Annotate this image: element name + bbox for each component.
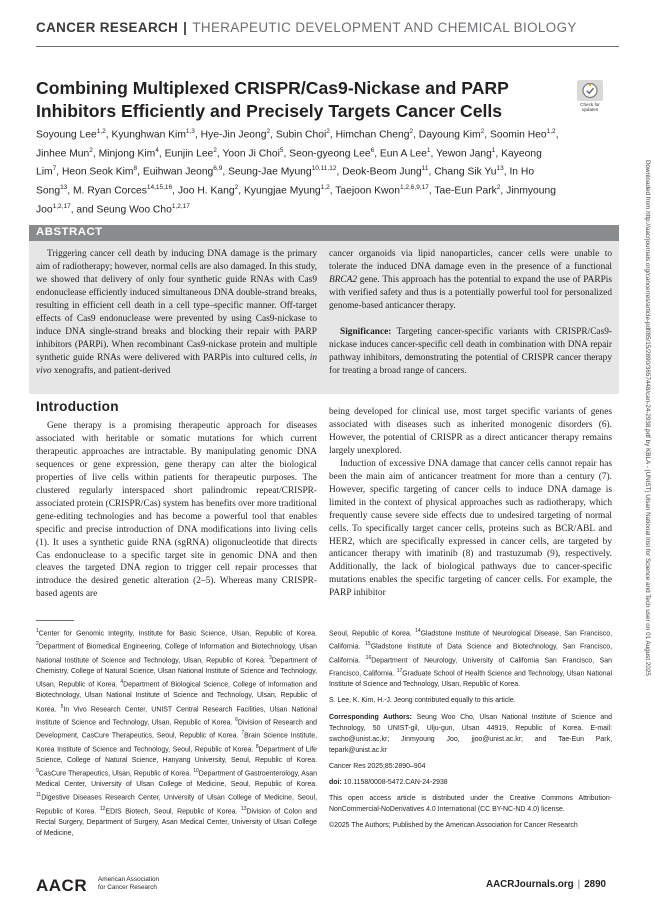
affiliation-number: 2: [36, 641, 39, 648]
footnote-rule: [36, 620, 74, 621]
author-separator: ,: [484, 129, 490, 141]
author-separator: ,: [413, 129, 419, 141]
author-separator: ,: [555, 129, 559, 141]
author-name: Yoon Ji Choi: [222, 148, 280, 160]
author-affiliation: 2: [213, 146, 217, 154]
footer-separator: |: [577, 879, 581, 890]
affiliations-left: [36, 626, 317, 839]
download-note-text: Downloaded from http://aacrjournals.org/cancerres/article-pdf/85/15/2890/3657448/can-24-2938.pdf by KBLA - (UNIST) Ulsan National Inst for Science and Tech user on 01 August 2025: [644, 160, 651, 676]
license-note: This open access article is distributed under the Creative Commons Attribution-NonCommercial-NoDerivatives 4.0 International (CC BY-NC-ND 4.0) license.: [329, 794, 612, 813]
author-affiliation: 1,3: [185, 128, 195, 135]
author-name: Dayoung Kim: [418, 129, 481, 141]
download-note: [641, 160, 651, 890]
author-name: Jinhee Mun: [36, 148, 90, 160]
author-name: Taejoon Kwon: [335, 185, 400, 197]
author-name: Seung-Jae Myung: [228, 166, 312, 178]
page-footer: [480, 879, 606, 890]
author-name: M. Ryan Corces: [73, 185, 147, 197]
affiliation-text: Department of Life Science, College of Natural Science, Hanyang University, Seoul, Republic of Korea.: [36, 745, 317, 764]
section-name: THERAPEUTIC DEVELOPMENT AND CHEMICAL BIOLOGY: [192, 20, 577, 35]
affiliation-text: CasCure Therapeutics, Ulsan, Republic of Korea.: [38, 770, 194, 778]
significance-text: Targeting cancer-specific variants with CRISPR/Cas9-nickase induces cancer-specific cell death in combination with DNA repair pathway inhibitors, demonstrating the potential of CRISPR cancer therapy for treating a broad range of cancers.: [329, 326, 612, 376]
abstract-right-column: [329, 248, 612, 378]
author-affiliation: 2: [326, 128, 330, 135]
affiliation-text: Department of Biomedical Engineering, College of Information and Biotechnology, Ulsan National Institute of Science and Technology, Ulsan, Republic of Korea.: [36, 643, 317, 665]
abstract-text: cancer organoids via lipid nanoparticles, cancer cells were unable to tolerate the induced DNA damage even in the presence of a functional: [329, 249, 612, 272]
author-separator: ,: [336, 166, 343, 178]
affiliation-text: Division of Research and Development, CasCure Therapeutics, Seoul, Republic of Korea.: [36, 719, 318, 740]
citation: Cancer Res 2025;85:2890–904: [329, 762, 426, 770]
author-name: Joo H. Kang: [177, 185, 235, 197]
introduction-right-column: [329, 406, 612, 600]
author-affiliation: 1,2: [320, 183, 330, 191]
author-affiliation: 2: [480, 128, 485, 135]
author-affiliation: 1,2: [546, 128, 556, 135]
author-name: Heon Seok Kim: [61, 166, 134, 178]
author-separator: ,: [56, 166, 62, 178]
abstract-text-end: xenografts, and patient-derived: [51, 365, 171, 376]
abstract-text: Triggering cancer cell death by inducing DNA damage is the primary aim of radiotherapy; however, normal cells are also damaged. In this study, we showed that delivery of only four synthetic guide RNAs with Cas9 endonuclease efficiently induced simultaneous DNA double-strand breaks, resulting in efficient cell death in a cell type–specific manner. Off-target effects of Cas9 endonuclease were prevented by using Cas9-nickase to induce DNA single-strand breaks and blocking their repair with PARP inhibitors (PARPi). When recombinant Cas9-nickase protein and multiple synthetic guide RNAs were delivered with PARPis into cultured cells,: [36, 249, 317, 363]
author-name: Jinmyoung Joo: [36, 185, 556, 215]
author-name: Chang Sik Yu: [434, 166, 497, 178]
affiliation-number: 16: [365, 654, 372, 661]
author-separator: ,: [67, 185, 74, 197]
gene-name: BRCA2: [329, 274, 358, 285]
author-separator: ,: [428, 166, 435, 178]
abstract-header-bar: [29, 225, 619, 241]
header-separator: |: [183, 20, 188, 35]
author-name: Subin Choi: [275, 129, 327, 141]
author-name: Seon-gyeong Lee: [289, 148, 371, 160]
author-affiliation: 13: [496, 165, 504, 173]
author-name: Yewon Jang: [436, 148, 492, 160]
author-separator: , and: [70, 203, 97, 215]
affiliation-text: Seoul, Republic of Korea.: [329, 630, 416, 638]
aacr-association-name: [98, 876, 159, 891]
check-for-updates-badge[interactable]: [574, 80, 606, 114]
author-name: Minjong Kim: [98, 148, 156, 160]
affiliation-number: 17: [396, 668, 403, 675]
header-rule: [36, 46, 619, 47]
author-separator: ,: [329, 185, 336, 197]
affiliation-text: Department of Neurology, University of California San Francisco, San Francisco, California.: [329, 657, 612, 678]
author-affiliation: 14,15,16: [146, 183, 173, 191]
author-name: Seung Woo Cho: [96, 203, 172, 215]
author-affiliation: 13: [60, 183, 68, 191]
affiliation-number: 3: [268, 654, 272, 661]
author-affiliation: 1,2,17: [171, 202, 190, 210]
affiliation-number: 6: [235, 716, 238, 723]
author-affiliation: 5: [279, 146, 284, 154]
author-list: [36, 124, 566, 217]
author-name: Hye-Jin Jeong: [200, 129, 267, 141]
article-title: Combining Multiplexed CRISPR/Cas9-Nickase and PARP Inhibitors Efficiently and Precisely Targets Cancer Cells: [36, 78, 509, 121]
author-affiliation: 8: [133, 165, 138, 173]
author-separator: ,: [374, 148, 380, 160]
author-name: Kyunghwan Kim: [111, 129, 186, 141]
affiliation-text: Center for Genomic Integrity, Institute for Basic Science, Ulsan, Republic of Korea.: [38, 630, 317, 638]
author-name: Tae-Eun Park: [434, 185, 497, 197]
affiliations-text-cont: [329, 626, 612, 690]
author-separator: ,: [428, 185, 435, 197]
copyright-note: ©2025 The Authors; Published by the American Association for Cancer Research: [329, 821, 578, 829]
author-name: In Ho Song: [36, 166, 535, 197]
check-for-updates-icon: [574, 80, 606, 102]
author-name: Kayeong Lim: [36, 148, 542, 178]
affiliations-text: [36, 626, 317, 839]
affiliation-text: Department of Gastroenterology, Asan Medical Center, University of Ulsan College of Medicine, Seoul, Republic of Korea.: [36, 770, 318, 789]
author-separator: ,: [105, 129, 112, 141]
author-affiliation: 4: [155, 146, 159, 154]
author-affiliation: 10,11,12: [311, 165, 337, 173]
badge-line-2: updates: [581, 107, 599, 112]
doi-label: doi:: [329, 778, 342, 786]
journal-url[interactable]: AACRJournals.org: [486, 879, 574, 890]
affiliation-number: 14: [415, 628, 421, 634]
author-name: Eun A Lee: [379, 148, 427, 160]
journal-header: [36, 20, 596, 35]
author-separator: ,: [222, 166, 229, 178]
affiliation-number: 15: [365, 641, 371, 648]
abstract-text: gene. This approach has the potential to expand the use of PARPis with verified safety and thus is a potentially powerful tool for personalized genome-based anticancer therapy.: [329, 274, 612, 311]
author-name: Kyungjae Myung: [243, 185, 321, 197]
introduction-heading: Introduction: [36, 399, 119, 414]
affiliation-text: Department of Biological Science, College of Information and Biotechnology, Ulsan National Institute of Science and Technology, Ulsan, Republic of Korea.: [36, 681, 317, 713]
affiliation-text: Digestive Diseases Research Center, University of Ulsan College of Medicine, Seoul, Republic of Korea.: [36, 794, 317, 816]
affiliation-text: Division of Colon and Rectal Surgery, Department of Surgery, Asan Medical Center, University of Ulsan College of Medicine,: [36, 808, 317, 838]
author-separator: ,: [430, 148, 437, 160]
author-name: Soyoung Lee: [36, 129, 97, 141]
abstract-left-column: [36, 248, 317, 378]
page-number: 2890: [584, 879, 606, 890]
author-separator: ,: [329, 129, 336, 141]
author-affiliation: 2: [234, 183, 239, 191]
association-line-2: for Cancer Research: [98, 883, 157, 891]
affiliation-number: 10: [193, 768, 199, 775]
author-affiliation: 2: [89, 146, 93, 154]
author-name: Eunjin Lee: [164, 148, 214, 160]
author-affiliation: 7: [52, 165, 57, 173]
abstract-paragraph: [36, 248, 317, 378]
affiliation-number: 8: [255, 743, 259, 750]
intro-paragraph-cont: being developed for clinical use, most target specific variants of genes associated with diseases such as inherited monogenic disorders (6). However, the potential of CRISPR as a direct anticancer therapy remains largely unexplored.: [329, 407, 612, 456]
author-separator: ,: [216, 148, 223, 160]
affiliation-number: 4: [120, 679, 124, 686]
association-line-1: American Association: [98, 876, 160, 883]
author-name: Euihwan Jeong: [142, 166, 214, 178]
author-affiliation: 1: [426, 146, 431, 154]
affiliation-text: Gladstone Institute of Data Science and Biotechnology, San Francisco, California.: [329, 643, 612, 665]
abstract-italic: in vivo: [36, 352, 317, 376]
author-affiliation: 1,2,17: [52, 202, 71, 210]
abstract-label: ABSTRACT: [36, 226, 103, 238]
author-name: Deok-Beom Jung: [342, 166, 422, 178]
author-affiliation: 1: [491, 146, 496, 154]
author-separator: ,: [495, 148, 502, 160]
significance-statement: [329, 326, 612, 378]
footnotes-right: [329, 626, 612, 831]
affiliation-number: 9: [36, 768, 39, 775]
author-separator: ,: [158, 148, 165, 160]
affiliation-number: 12: [99, 805, 106, 812]
author-affiliation: 11: [421, 165, 429, 173]
corresponding-label: Corresponding Authors:: [329, 713, 412, 721]
affiliation-number: 5: [60, 703, 64, 710]
author-separator: ,: [172, 185, 178, 197]
badge-text: [574, 102, 606, 112]
author-name: Himchan Cheng: [335, 129, 410, 141]
author-affiliation: 2: [266, 128, 271, 135]
author-affiliation: 2: [496, 183, 501, 191]
author-separator: ,: [270, 129, 276, 141]
intro-paragraph: Induction of excessive DNA damage that cancer cells cannot repair has been the main aim of anticancer treatment for more than a century (7). However, specific targeting of cancer cells to induce DNA damage is limited in the context of physical approaches such as radiotherapy, which frequently cause severe side effects due to undesired targeting of normal cells. To specifically target cancer cells, proteins such as BCR/ABL and HER2, which are specifically expressed in cancer cells, are targeted by anticancer therapy with imatinib (8) and trastuzumab (9), respectively. Additionally, the lack of biological pathways due to cancer-specific mutations enables the specific targeting of cancer cells. For example, the PARP inhibitor: [329, 458, 612, 599]
affiliation-number: 13: [240, 805, 247, 812]
author-affiliation: 2: [409, 128, 414, 135]
affiliation-text: Graduate School of Health Science and Technology, Ulsan National Institute of Science and Technology, Ulsan, Republic of Korea.: [329, 670, 612, 689]
introduction-left-column: [36, 420, 317, 601]
intro-paragraph: Gene therapy is a promising therapeutic approach for diseases associated with heritable or somatic mutations for which current therapeutic approaches are intractable. By manipulating genomic DNA sequences or gene expression, gene therapy can alter the biological properties of live cells within patients for therapeutic purposes. The clustered regularly interspaced short palindromic repeat/CRISPR-associated protein (CRISPR/Cas) system has benefits over more traditional gene-editing technologies and has become a powerful tool that enables specific and precise introduction of DNA modifications into living cells (1). It uses a synthetic guide RNA (sgRNA) oligonucleotide that directs Cas endonuclease to a specific target site in genomic DNA and then cleaves the targeted DNA region to trigger cell repair processes that introduce the desired genetic alteration (2–5). Whereas many CRISPR-based agents are: [36, 421, 317, 600]
affiliation-number: 7: [241, 730, 245, 737]
author-separator: ,: [503, 166, 510, 178]
affiliation-text: Department of Chemistry, College of Natural Science, Ulsan National Institute of Science and Technology, Ulsan, Republic of Korea.: [36, 657, 317, 689]
author-separator: ,: [283, 148, 290, 160]
doi[interactable]: [329, 777, 612, 788]
affiliation-text: EDIS Biotech, Seoul, Republic of Korea.: [105, 808, 241, 816]
author-separator: ,: [238, 185, 244, 197]
affiliation-number: 1: [36, 628, 39, 634]
badge-line-1: Check for: [580, 102, 600, 107]
abstract-paragraph-cont: [329, 248, 612, 313]
doi-value: 10.1158/0008-5472.CAN-24-2938: [341, 778, 448, 786]
author-name: Soomin Heo: [489, 129, 547, 141]
author-separator: ,: [92, 148, 99, 160]
author-affiliation: 6,9: [213, 165, 223, 173]
author-affiliation: 1,2,6,9,17: [399, 183, 429, 191]
affiliation-text: Gladstone Institute of Neurological Disease, San Francisco, California.: [329, 630, 613, 651]
affiliation-text: In Vivo Research Center, UNIST Central Research Facilities, Ulsan National Institute of Science and Technology, Ulsan, Republic of Korea.: [36, 705, 318, 727]
author-separator: ,: [194, 129, 201, 141]
author-affiliation: 1,2: [96, 128, 106, 135]
author-separator: ,: [500, 185, 507, 197]
affiliation-number: 11: [36, 792, 42, 799]
equal-contribution-note: S. Lee, K. Kim, H.-J. Jeong contributed equally to this article.: [329, 697, 516, 705]
affiliation-text: Brain Science Institute, Korea Institute of Science and Technology, Seoul, Republic of Korea.: [36, 732, 317, 753]
aacr-logo: AACR: [36, 876, 88, 895]
author-affiliation: 6: [370, 146, 375, 154]
author-separator: ,: [137, 166, 143, 178]
significance-label: Significance:: [340, 326, 392, 337]
corresponding-text: Seung Woo Cho, Ulsan National Institute of Science and Technology, 50 UNIST-gil, Ulju-gun, Ulsan 44919, Republic of Korea. E-mail: swcho@unist.ac.kr; Jinmyoung Joo, jjoo@unist.ac.kr; and Tae-Eun Park, tepark@unist.ac.kr: [329, 713, 612, 754]
journal-name: CANCER RESEARCH: [36, 20, 179, 35]
corresponding-authors: [329, 712, 612, 756]
